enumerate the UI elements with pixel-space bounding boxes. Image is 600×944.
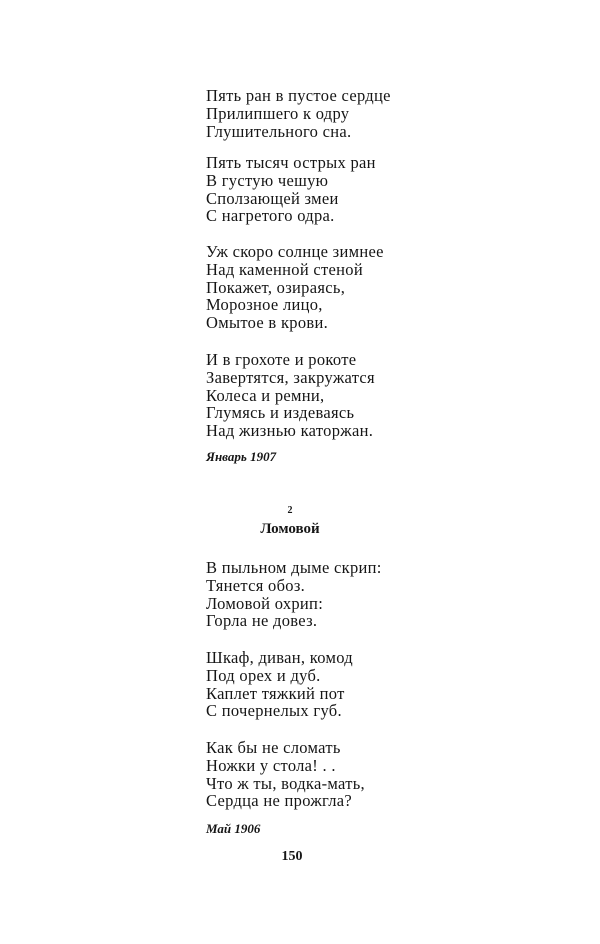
verse-line: С почернелых губ. — [206, 701, 342, 721]
verse-line: Пять тысяч острых ран — [206, 153, 376, 172]
verse-line: Как бы не сломать — [206, 738, 341, 757]
verse-line: Пять ран в пустое сердце — [206, 86, 391, 105]
stanza — [206, 649, 353, 720]
verse-line: Над каменной стеной — [206, 259, 363, 279]
verse-line: Над жизнью каторжан. — [206, 421, 374, 441]
verse-line: И в грохоте и рокоте — [206, 350, 357, 369]
poem-number: 2 — [287, 505, 293, 516]
stanza — [206, 351, 375, 440]
verse-line: Горла не довез. — [206, 611, 318, 631]
verse-line: Колеса и ремни, — [206, 385, 325, 405]
verse-line: Тянется обоз. — [206, 575, 306, 595]
verse-line: Морозное лицо, — [206, 295, 323, 315]
verse-line: Глушительного сна. — [206, 121, 352, 141]
verse-line: В пыльном дыме скрип: — [206, 558, 382, 577]
verse-line: Омытое в крови. — [206, 313, 329, 333]
stanza — [206, 154, 376, 225]
verse-line: Сползающей змеи — [206, 188, 339, 208]
verse-line: С нагретого одра. — [206, 206, 335, 226]
page-number: 150 — [281, 849, 303, 864]
verse-line: Что ж ты, водка-мать, — [206, 773, 365, 793]
verse-line: Под орех и дуб. — [206, 665, 321, 685]
verse-line: Ломовой охрип: — [206, 593, 324, 613]
verse-line: Прилипшего к одру — [206, 103, 350, 123]
poem-date: Январь 1907 — [206, 449, 277, 464]
verse-line: Покажет, озираясь, — [206, 277, 346, 297]
verse-line: Каплет тяжкий пот — [206, 683, 345, 703]
stanza — [206, 87, 391, 140]
verse-line: Ножки у стола! . . — [206, 755, 336, 775]
stanza — [206, 559, 382, 630]
stanza — [206, 243, 384, 332]
stanza — [206, 739, 365, 810]
verse-line: В густую чешую — [206, 170, 329, 190]
verse-line: Уж скоро солнце зимнее — [206, 242, 384, 261]
verse-line: Шкаф, диван, комод — [206, 648, 354, 667]
verse-line: Сердца не прожгла? — [206, 791, 353, 811]
poem-title: Ломовой — [260, 521, 320, 537]
verse-line: Завертятся, закружатся — [206, 367, 375, 387]
verse-line: Глумясь и издеваясь — [206, 403, 355, 423]
poem-date: Май 1906 — [206, 821, 261, 836]
